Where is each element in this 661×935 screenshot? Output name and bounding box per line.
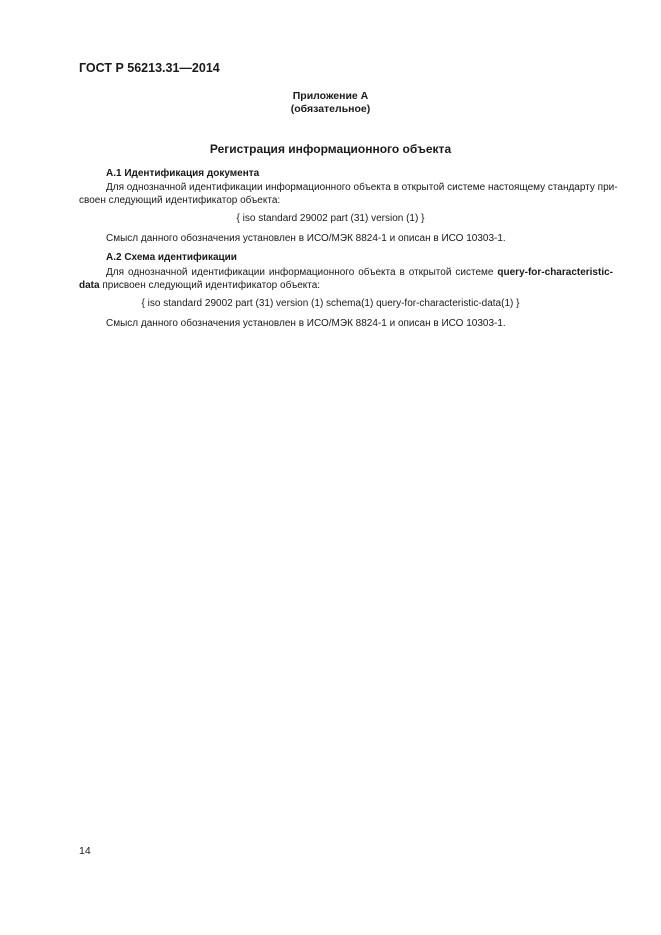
section-a1-paragraph-line1: Для однозначной идентификации информационного объекта в открытой системе настоящему стандарту при- [106,182,618,193]
annex-heading: Регистрация информационного объекта [209,142,452,156]
section-a2-object-name-part2: data [79,280,100,291]
section-a1-meaning: Смысл данного обозначения установлен в ИСО/МЭК 8824-1 и описан в ИСО 10303-1. [106,233,506,244]
section-a2-paragraph-line2 [79,280,320,291]
document-header-standard-id: ГОСТ Р 56213.31—2014 [79,61,220,75]
annex-status: (обязательное) [290,103,371,115]
section-a1-identifier: { iso standard 29002 part (31) version (1) } [236,213,425,224]
section-a1-heading: А.1 Идентификация документа [106,168,260,179]
annex-title: Приложение А [292,90,369,102]
page-number: 14 [79,845,91,857]
section-a2-para-prefix: Для однозначной идентификации информационного объекта в открытой системе [106,267,498,278]
section-a1-paragraph-line2: своен следующий идентификатор объекта: [79,195,281,206]
section-a2-identifier: { iso standard 29002 part (31) version (1) schema(1) query-for-characteristic-data(1) } [141,298,520,309]
section-a2-meaning: Смысл данного обозначения установлен в ИСО/МЭК 8824-1 и описан в ИСО 10303-1. [106,318,506,329]
section-a2-object-name-part1: query-for-characteristic- [497,267,613,278]
section-a2-paragraph-line1 [106,267,613,278]
section-a2-para-rest: присвоен следующий идентификатор объекта: [99,280,321,291]
section-a2-heading: А.2 Схема идентификации [106,252,237,263]
